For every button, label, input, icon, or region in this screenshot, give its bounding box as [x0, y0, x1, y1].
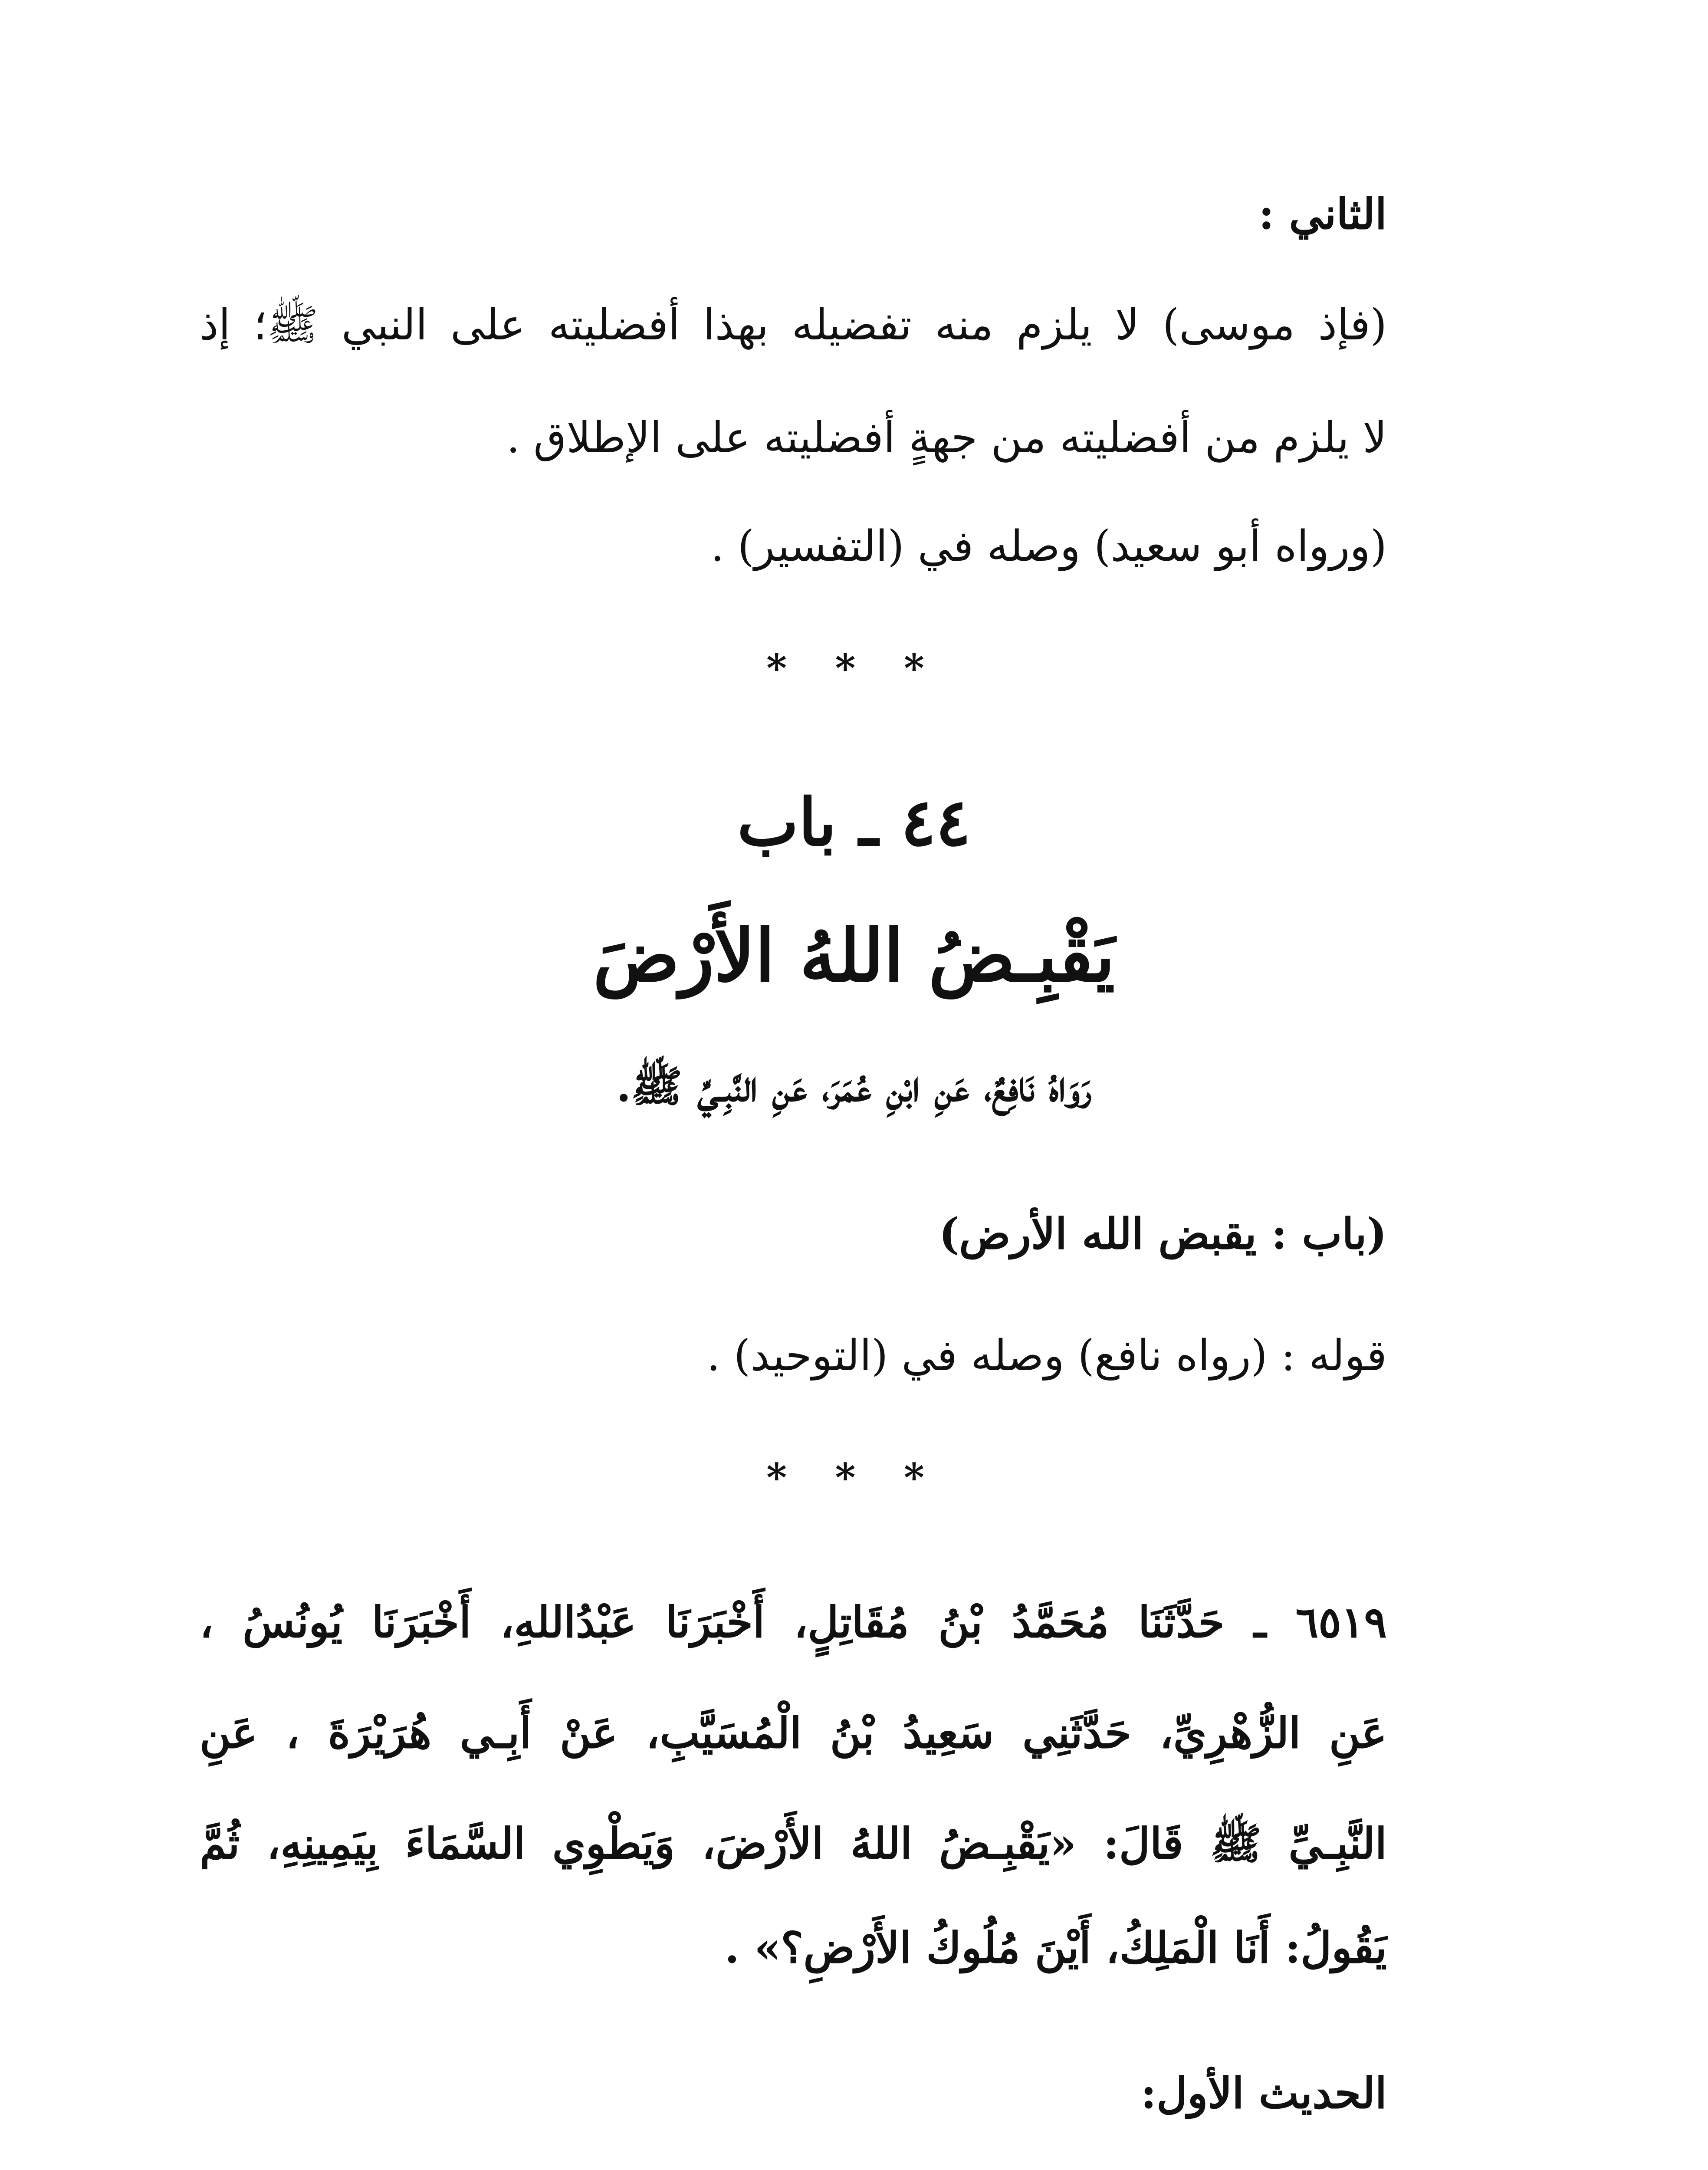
explanation-heading: الحديث الأول: [1140, 2068, 1387, 2118]
hadith-line: يَقُولُ: أَنَا الْمَلِكُ، أَيْنَ مُلُوكُ الأَرْضِ؟» . [724, 1923, 1387, 1973]
commentary-line: قوله : (رواه نافع) وصله في (التوحيد) . [706, 1331, 1387, 1381]
chapter-narration: رَوَاهُ نَافِعٌ، عَنِ ابْنِ عُمَرَ، عَنِ النَّبِـيِّ ﷺ. [616, 1062, 1092, 1111]
chapter-number: ٤٤ ـ باب [737, 784, 971, 861]
hadith-line: عَنِ الزُّهْرِيِّ، حَدَّثَنِي سَعِيدُ بْنُ الْمُسَيَّبِ، عَنْ أَبِـي هُرَيْرَةَ ، عَنِ [200, 1708, 1387, 1758]
paragraph-line: (فإذ موسى) لا يلزم منه تفضيله بهذا أفضليته على النبي ﷺ؛ إذ [200, 300, 1387, 350]
section-label: الثاني : [1258, 189, 1387, 239]
paragraph-line: (ورواه أبو سعيد) وصله في (التفسير) . [710, 522, 1387, 571]
chapter-title: يَقْبِـضُ اللهُ الأَرْضَ [593, 914, 1115, 998]
hadith-line: ٦٥١٩ ـ حَدَّثَنَا مُحَمَّدُ بْنُ مُقَاتِلٍ، أَخْبَرَنَا عَبْدُاللهِ، أَخْبَرَنَا يُونُسُ ، [200, 1598, 1387, 1647]
separator-stars: * * * [766, 645, 942, 691]
paragraph-line: لا يلزم من أفضليته من جهةٍ أفضليته على الإطلاق . [506, 413, 1387, 463]
commentary-heading: (باب : يقبض الله الأرض) [939, 1209, 1387, 1259]
separator-stars: * * * [766, 1455, 942, 1501]
hadith-line: النَّبِـيِّ ﷺ قَالَ: «يَقْبِـضُ اللهُ الأَرْضَ، وَيَطْوِي السَّمَاءَ بِيَمِينِهِ، ثُمَّ [200, 1819, 1387, 1869]
